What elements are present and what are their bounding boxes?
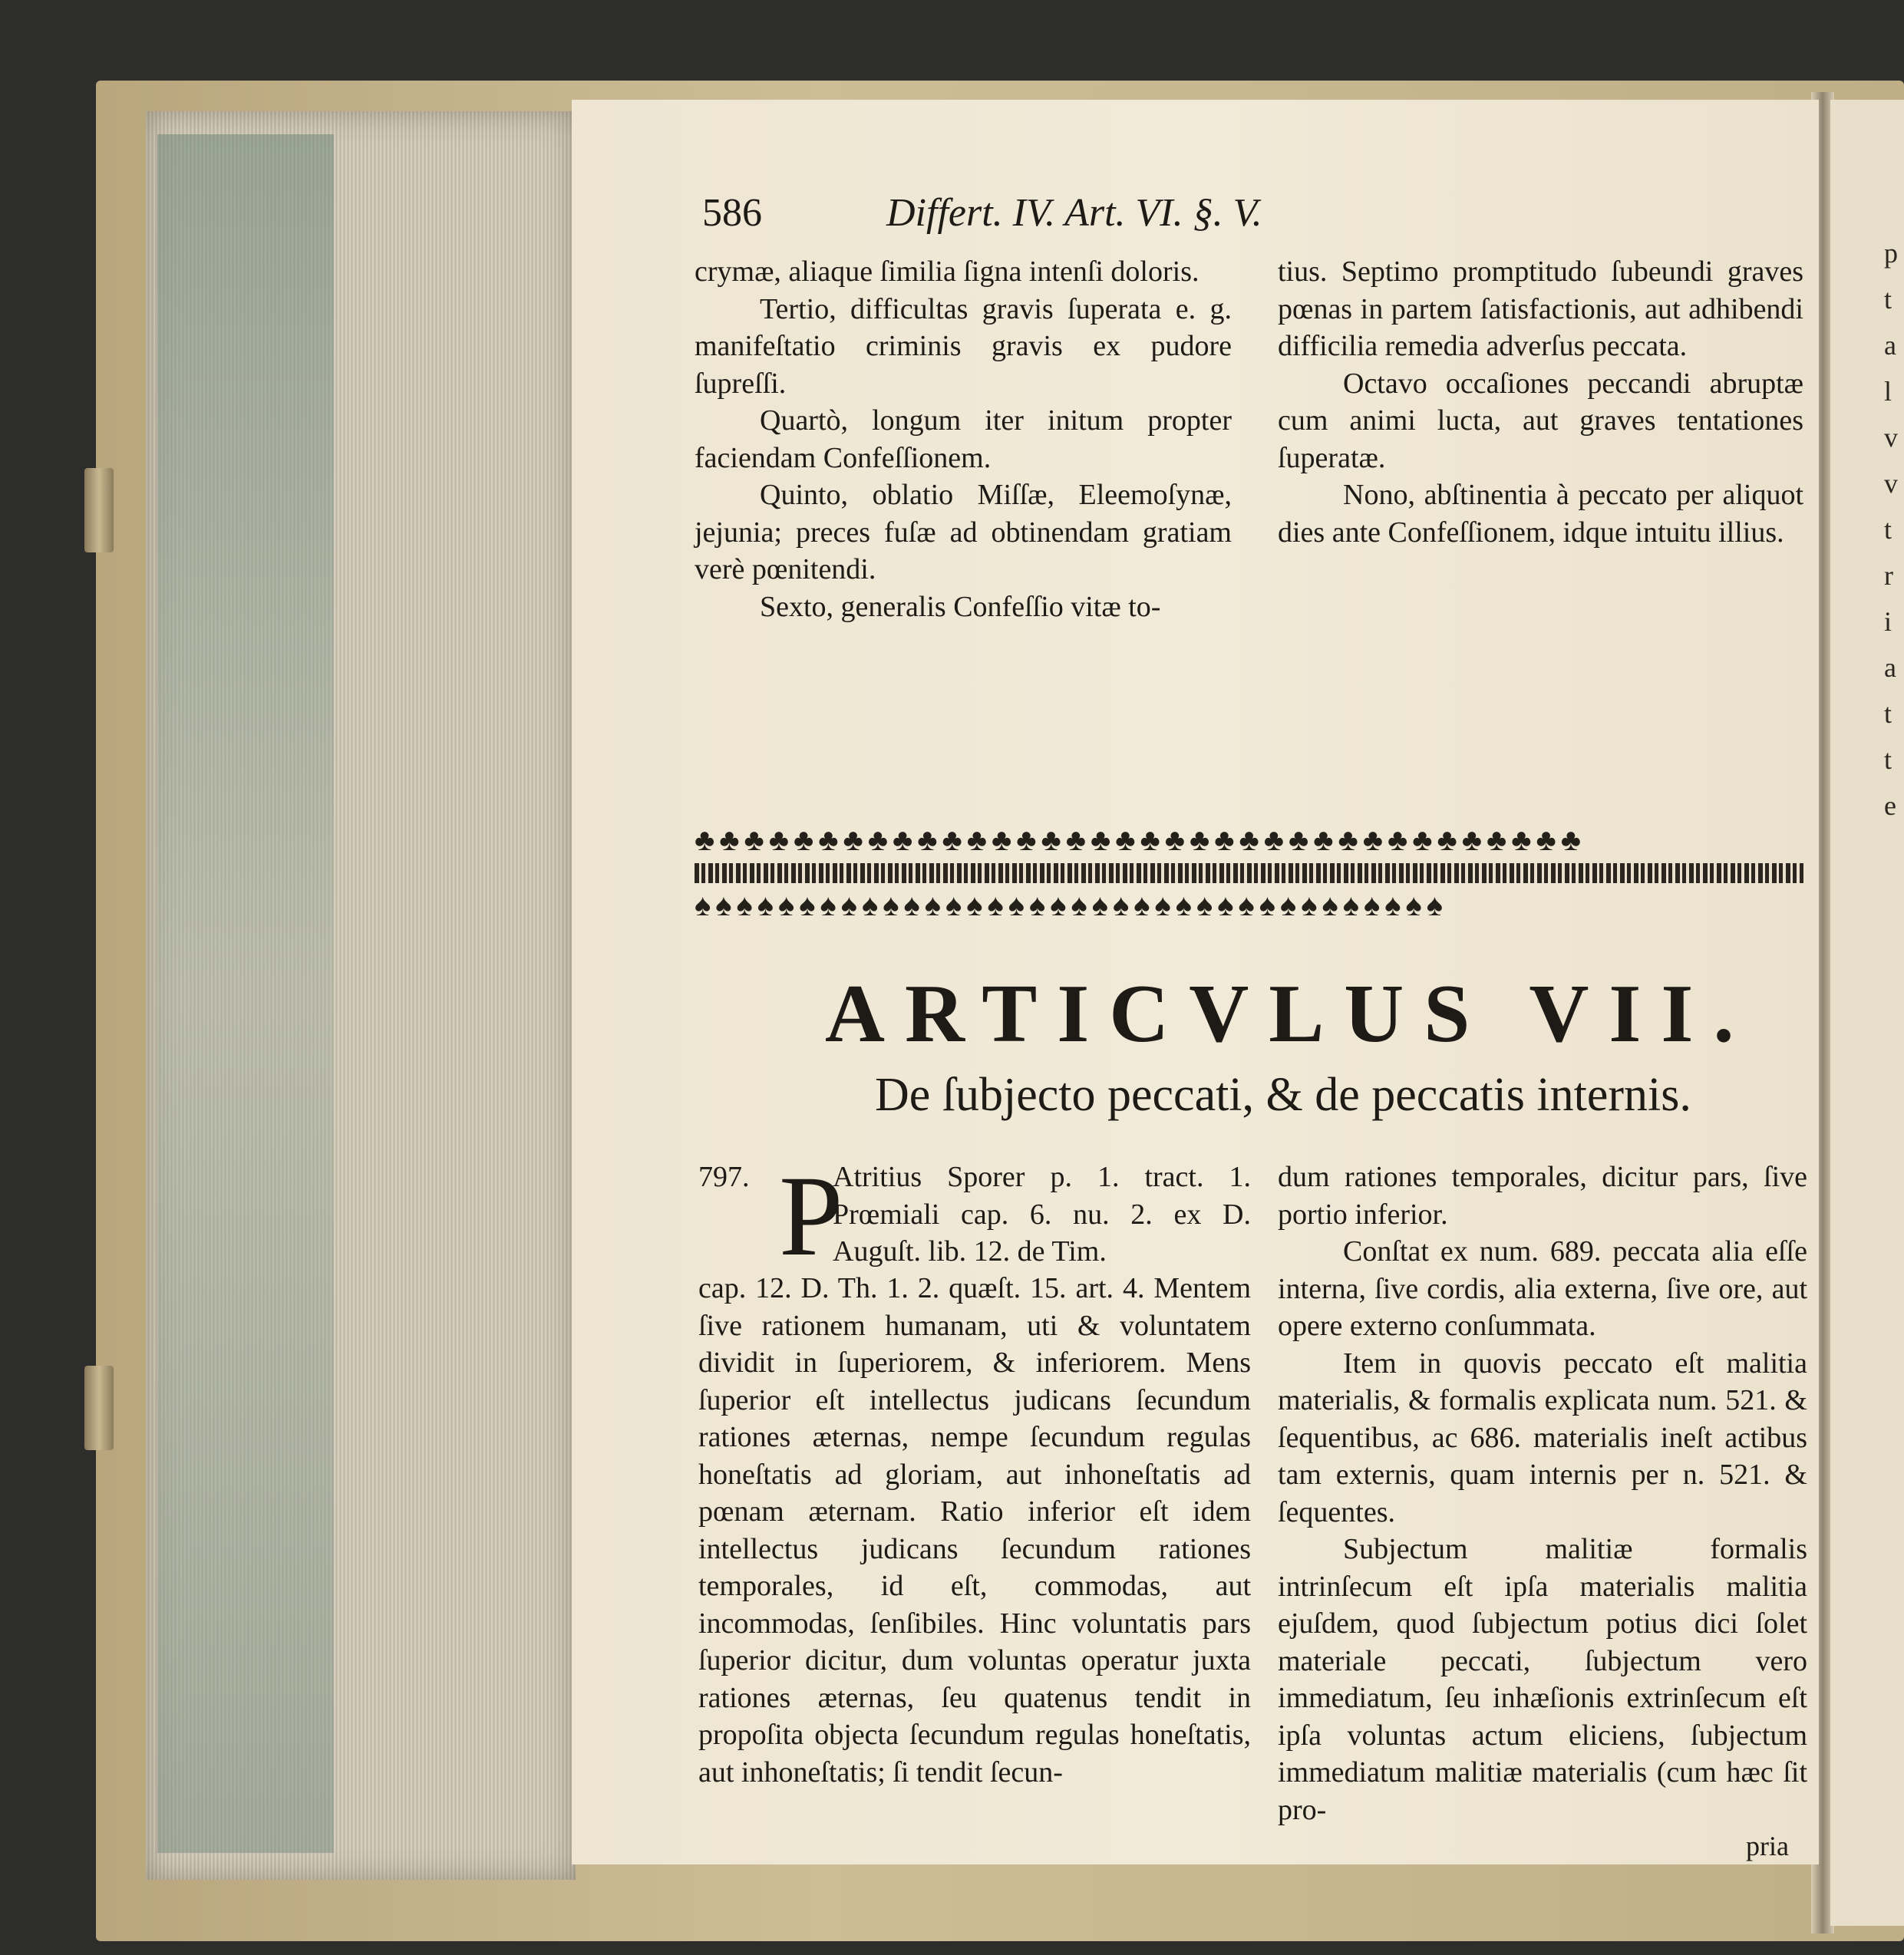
ornament-row-bottom: ♠♠♠♠♠♠♠♠♠♠♠♠♠♠♠♠♠♠♠♠♠♠♠♠♠♠♠♠♠♠♠♠♠♠♠♠	[695, 888, 1447, 922]
paragraph: tius. Septimo promptitudo ſubeundi graves pœnas in partem ſatisfactionis, aut adhibendi difficilia remedia adverſus peccata.	[1278, 256, 1803, 362]
paragraph: Sexto, generalis Confeſſio vitæ to-	[760, 590, 1161, 623]
column-top-left	[695, 253, 1232, 625]
facing-page-text: p t a l v v t r i a t t e	[1884, 238, 1898, 821]
paragraph: Conſtat ex num. 689. peccata alia eſſe interna, ſive cordis, alia externa, ſive ore, aut opere externo conſummata.	[1278, 1235, 1807, 1342]
column-top-right	[1278, 253, 1803, 551]
clasp-upper	[84, 468, 114, 552]
ornament-band	[695, 863, 1803, 883]
paragraph: crymæ, aliaque ſimilia ſigna intenſi doloris.	[695, 256, 1199, 288]
article-title: ARTICVLUS VII.	[825, 968, 1754, 1060]
ornament-row-top: ♣♣♣♣♣♣♣♣♣♣♣♣♣♣♣♣♣♣♣♣♣♣♣♣♣♣♣♣♣♣♣♣♣♣♣♣	[695, 823, 1586, 857]
page-number: 586	[702, 191, 762, 235]
catchword: pria	[1746, 1831, 1789, 1861]
paragraph: Octavo occaſiones peccandi abruptæ cum animi lucta, aut graves tentationes ſuperatæ.	[1278, 367, 1803, 474]
running-head	[702, 190, 1500, 259]
paragraph: Quartò, longum iter initum propter faciendam Confeſſionem.	[695, 404, 1232, 474]
paragraph-number: 797.	[698, 1161, 750, 1193]
book-page	[572, 100, 1819, 1864]
paragraph-opening-lines: Atritius Sporer p. 1. tract. 1. Prœmiali cap. 6. nu. 2. ex D. Auguſt. lib. 12. de Tim.	[833, 1161, 1251, 1268]
running-head-text: Differt. IV. Art. VI. §. V.	[886, 191, 1262, 235]
article-subtitle: De ſubjecto peccati, & de peccatis internis.	[875, 1069, 1691, 1121]
paragraph: Tertio, difficultas gravis ſuperata e. g. manifeſtatio criminis gravis ex pudore ſupreſſi.	[695, 292, 1232, 400]
paragraph: Item in quovis peccato eſt malitia materialis, & formalis explicata num. 521. & ſequentibus, ac 686. materialis ineſt actibus tam externis, quam internis per n. 521. & ſequentes.	[1278, 1347, 1807, 1528]
page-edges-stain	[157, 134, 334, 1853]
paragraph: dum rationes temporales, dicitur pars, ſive portio inferior.	[1278, 1161, 1807, 1231]
paragraph: Quinto, oblatio Miſſæ, Eleemoſynæ, jejunia; preces fuſæ ad obtinendam gratiam verè pœnitendi.	[695, 479, 1232, 585]
column-bottom-left	[698, 1270, 1251, 1791]
clasp-lower	[84, 1366, 114, 1450]
paragraph: cap. 12. D. Th. 1. 2. quæſt. 15. art. 4. Mentem ſive rationem humanam, uti & voluntatem dividit in ſuperiorem, & inferiorem. Mens ſuperior eſt intellectus judicans ſecundum rationes æternas, nempe ſecundum regulas honeſtatis ad gloriam, aut inhoneſtatis ad pœnam æternam. Ratio inferior eſt idem intellectus judicans ſecundum rationes temporales, id eſt, commodas, aut incommodas, ſenſibiles. Hinc voluntatis pars ſuperior dicitur, dum voluntas operatur juxta rationes æternas, ſeu quatenus tendit in propoſita objecta ſecundum regulas honeſtatis, aut inhoneſtatis; ſi tendit ſecun-	[698, 1272, 1251, 1789]
paragraph: Subjectum malitiæ formalis intrinſecum eſt ipſa materialis malitia ejuſdem, quod ſubjectum potius dici ſolet materiale peccati, ſubjectum vero immediatum, ſeu inhæſionis extrinſecum eſt ipſa voluntas actum eliciens, ſubjectum immediatum malitiæ materialis (cum hæc ſit pro-	[1278, 1533, 1807, 1826]
paragraph: Nono, abſtinentia à peccato per aliquot dies ante Confeſſionem, idque intuitu illius.	[1278, 479, 1803, 549]
column-bottom-right	[1278, 1159, 1807, 1828]
drop-cap: P	[779, 1152, 843, 1280]
